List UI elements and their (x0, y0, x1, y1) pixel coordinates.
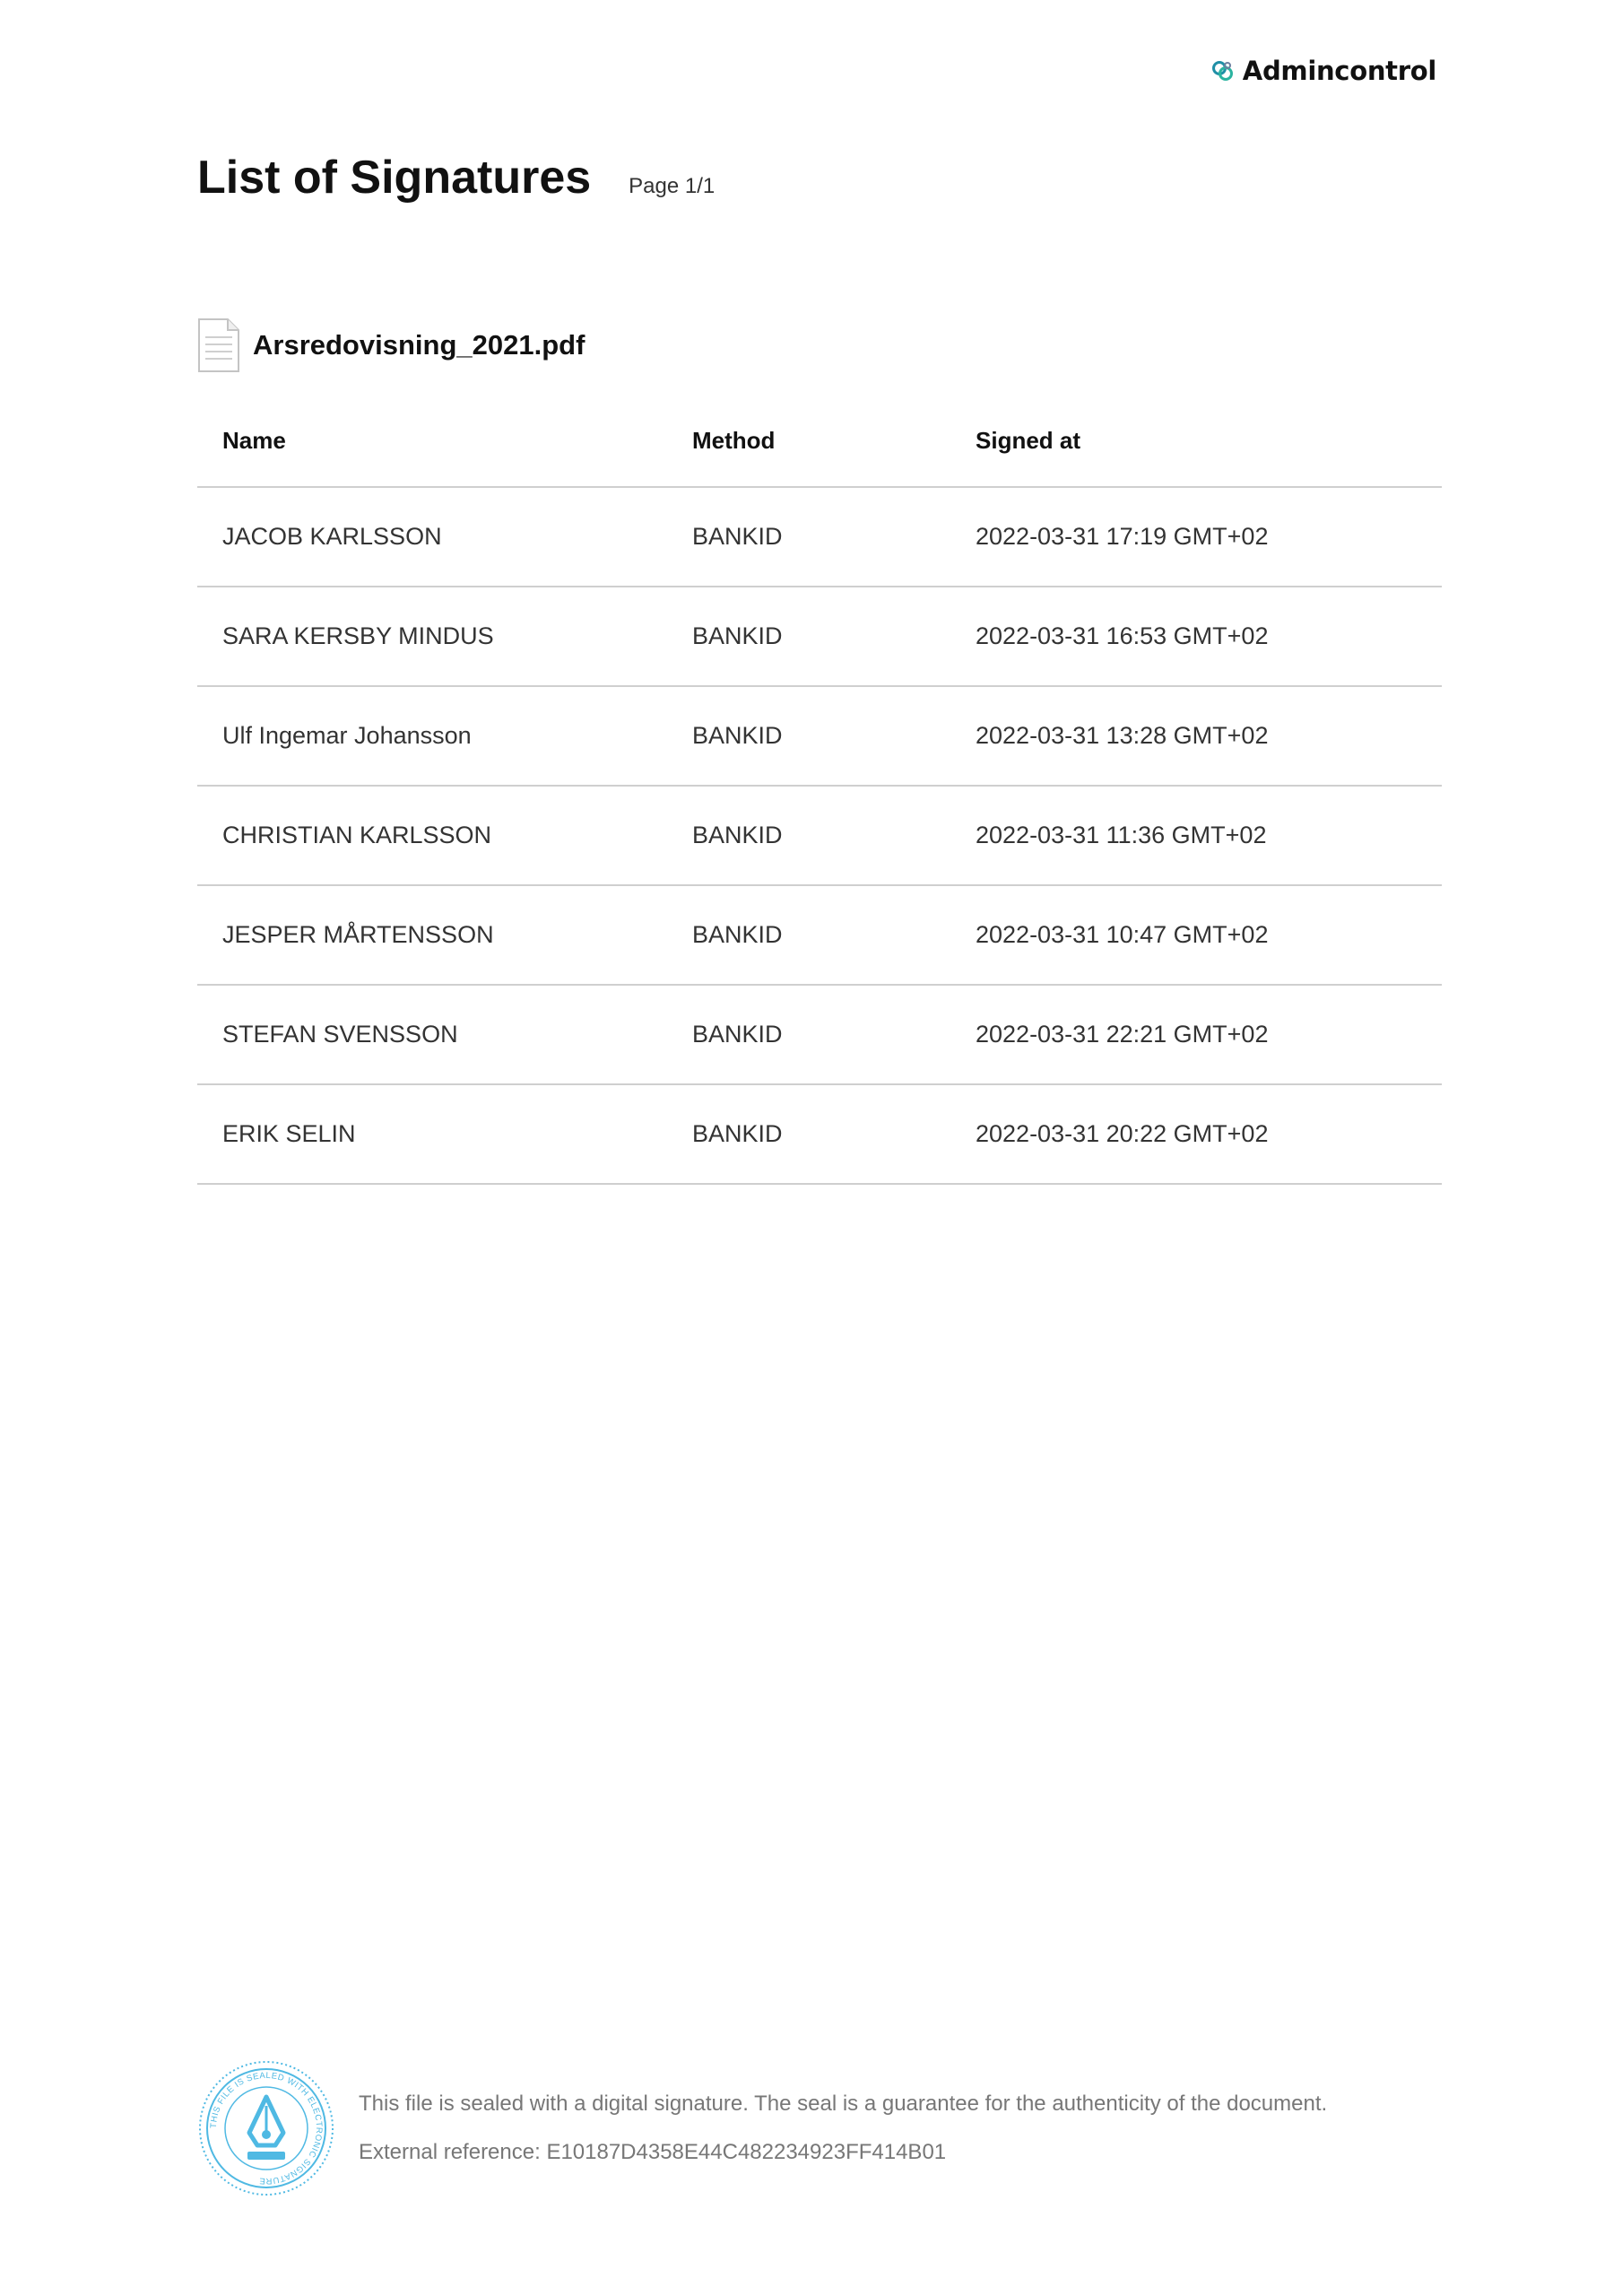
brand-header (1210, 56, 1436, 86)
signed-at: 2022-03-31 10:47 GMT+02 (976, 921, 1269, 948)
title-row (197, 151, 715, 204)
signer-name: CHRISTIAN KARLSSON (222, 822, 492, 848)
brand-name: Admincontrol (1242, 56, 1436, 86)
document-header (197, 317, 585, 373)
table-row (197, 488, 1442, 587)
signer-name: JACOB KARLSSON (222, 523, 442, 550)
signed-at: 2022-03-31 17:19 GMT+02 (976, 523, 1269, 550)
table-header-row (197, 395, 1442, 488)
signer-name: Ulf Ingemar Johansson (222, 722, 472, 749)
page-title: List of Signatures (197, 152, 592, 204)
seal-inscription: THIS FILE IS SEALED WITH ELECTRONIC SIGNATURE (208, 2070, 325, 2187)
signer-name: SARA KERSBY MINDUS (222, 622, 494, 649)
document-filename: Arsredovisning_2021.pdf (253, 329, 585, 361)
signing-method: BANKID (692, 822, 783, 848)
column-header-signed-at: Signed at (976, 426, 1081, 454)
electronic-signature-seal-icon (197, 2059, 335, 2197)
signing-method: BANKID (692, 523, 783, 550)
signed-at: 2022-03-31 13:28 GMT+02 (976, 722, 1269, 749)
table-row (197, 886, 1442, 986)
signer-name: ERIK SELIN (222, 1120, 356, 1147)
seal-notice: This file is sealed with a digital signature. The seal is a guarantee for the authenticity of the document. (359, 2092, 1328, 2116)
table-row (197, 587, 1442, 687)
signer-name: STEFAN SVENSSON (222, 1021, 458, 1048)
document-icon (197, 317, 240, 373)
table-row (197, 1085, 1442, 1185)
table-row (197, 787, 1442, 886)
signed-at: 2022-03-31 11:36 GMT+02 (976, 822, 1267, 848)
signer-name: JESPER MÅRTENSSON (222, 921, 494, 948)
signed-at: 2022-03-31 22:21 GMT+02 (976, 1021, 1269, 1048)
signing-method: BANKID (692, 1120, 783, 1147)
page-indicator: Page 1/1 (629, 174, 716, 198)
signatures-table (197, 395, 1442, 1185)
signing-method: BANKID (692, 921, 783, 948)
signed-at: 2022-03-31 20:22 GMT+02 (976, 1120, 1269, 1147)
footer-text (359, 2080, 1327, 2177)
table-row (197, 986, 1442, 1085)
table-row (197, 687, 1442, 787)
external-reference: External reference: E10187D4358E44C482234923FF414B01 (359, 2140, 947, 2164)
signed-at: 2022-03-31 16:53 GMT+02 (976, 622, 1269, 649)
admincontrol-logo-icon (1210, 58, 1236, 83)
signing-method: BANKID (692, 622, 783, 649)
footer-seal-section (197, 2059, 1327, 2197)
signing-method: BANKID (692, 1021, 783, 1048)
column-header-method: Method (692, 426, 776, 454)
column-header-name: Name (222, 426, 286, 454)
signing-method: BANKID (692, 722, 783, 749)
